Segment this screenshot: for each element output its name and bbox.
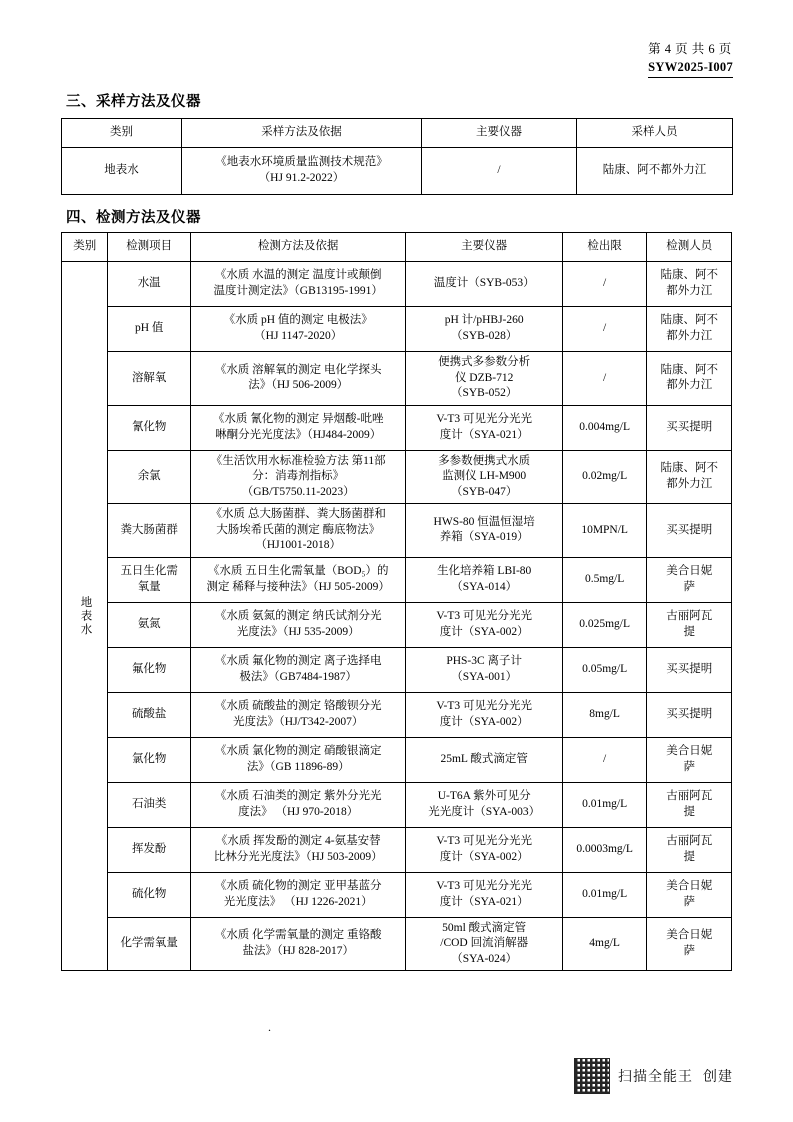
cell-method [190,782,406,827]
cell-method [190,647,406,692]
instrument-line2: 度计（SYA-002） [439,625,529,638]
cell-instrument [406,647,562,692]
staff-line1: 陆康、阿不 [660,462,718,475]
instrument-line1: 50ml 酸式滴定管 [442,921,527,934]
table-row [62,307,732,352]
staff-line2: 提 [683,625,695,638]
staff-line2: 萨 [683,580,695,593]
cell-method-line1: 《地表水环境质量监测技术规范》 [215,156,388,169]
cell-method [190,827,406,872]
method-line1: 《水质 化学需氧量的测定 重铬酸 [214,929,382,942]
method-line2: 极法》（GB7484-1987） [239,670,357,683]
cell-instrument [406,737,562,782]
staff-line1: 美合日妮 [666,565,713,578]
table-header-row [62,119,733,148]
cell-staff: 买买提明 [647,647,732,692]
cell-staff [647,602,732,647]
instrument-line2: （SYB-028） [450,330,518,342]
cell-item: 化学需氧量 [108,917,190,971]
cell-instrument [406,782,562,827]
col-method: 检测方法及依据 [190,233,406,262]
instrument-line1: V-T3 可见光分光光 [436,413,533,426]
section-sampling-title: 三、采样方法及仪器 [66,94,201,110]
method-line2: 盐法》（HJ 828-2017） [242,944,354,957]
method-line2: 光光度法》 （HJ 1226-2021） [223,895,373,908]
cell-staff [647,307,732,352]
col-category: 类别 [62,119,182,148]
cell-staff [647,450,732,504]
cell-item: pH 值 [108,307,190,352]
cell-instrument [406,602,562,647]
cell-method-line2: （HJ 91.2-2022） [258,172,345,184]
page-number: 第 4 页 共 6 页 [648,42,732,56]
table-row [62,405,732,450]
cell-instrument [406,450,562,504]
cell-staff [647,352,732,406]
instrument-line1: PHS-3C 离子计 [446,655,523,668]
col-staff: 采样人员 [577,119,733,148]
method-line2: 度法》 （HJ 970-2018） [238,805,359,818]
cell-staff: 买买提明 [647,405,732,450]
staff-line1: 古丽阿瓦 [666,835,713,848]
cell-limit: 10MPN/L [562,504,647,558]
method-line1: 《水质 五日生化需氧量（BOD₅）的 [207,565,389,578]
cell-method [182,148,422,195]
report-number: SYW2025-I007 [648,58,733,78]
instrument-line1: 多参数便携式水质 [438,454,531,467]
table-row [62,827,732,872]
cell-instrument [406,504,562,558]
cell-instrument [406,872,562,917]
scanner-watermark [574,1058,733,1094]
center-dot-mark: . [268,1020,271,1034]
cell-method [190,450,406,504]
method-line3: （HJ1001-2018） [255,539,341,552]
staff-line1: 美合日妮 [666,929,713,942]
cell-limit: 4mg/L [562,917,647,971]
cell-limit: 0.025mg/L [562,602,647,647]
cell-staff [647,872,732,917]
cell-limit: / [562,737,647,782]
table-row [62,692,732,737]
section-detection-title: 四、检测方法及仪器 [66,210,201,226]
table-row [62,647,732,692]
instrument-line1: V-T3 可见光分光光 [436,835,533,848]
cell-item: 氰化物 [108,405,190,450]
watermark-text-2: 创建 [703,1068,733,1084]
instrument-line2: 监测仪 LH-M900 [442,470,527,483]
table-row [62,872,732,917]
instrument-line2: 养箱（SYA-019） [439,531,529,544]
col-category: 类别 [62,233,108,262]
staff-line2: 提 [683,805,695,818]
method-line2: 分：消毒剂指标》 [252,470,345,483]
instrument-line2: （SYA-014） [451,580,518,593]
cell-method [190,602,406,647]
instrument-line1: pH 计/pHBJ-260 [444,314,524,327]
method-line1: 《水质 氯化物的测定 硝酸银滴定 [214,745,382,758]
col-instrument: 主要仪器 [406,233,562,262]
page-header [648,40,733,78]
cell-method [190,737,406,782]
method-line2: 光度法》（HJ 535-2009） [236,625,360,638]
cell-item: 氯化物 [108,737,190,782]
method-line2: 测定 稀释与接种法》（HJ 505-2009） [206,580,390,593]
method-line2: 啉酮分光光度法》（HJ484-2009） [215,428,382,441]
cell-limit: 0.02mg/L [562,450,647,504]
sampling-method-table [61,118,733,195]
staff-line1: 美合日妮 [666,745,713,758]
instrument-line1: V-T3 可见光分光光 [436,700,533,713]
cell-staff [647,782,732,827]
method-line1: 《水质 氨氮的测定 纳氏试剂分光 [214,610,382,623]
instrument-line1: 25mL 酸式滴定管 [440,752,528,765]
staff-line2: 萨 [683,895,695,908]
cell-instrument [406,692,562,737]
cell-item: 硫酸盐 [108,692,190,737]
table-row [62,450,732,504]
staff-line1: 陆康、阿不 [660,269,718,282]
col-staff: 检测人员 [647,233,732,262]
cell-instrument [406,352,562,406]
item-line2: 氧量 [137,580,161,593]
method-line2: 法》（HJ 506-2009） [248,379,349,392]
cell-instrument [406,827,562,872]
cell-method [190,504,406,558]
table-row [62,557,732,602]
instrument-line1: V-T3 可见光分光光 [436,880,533,893]
table-row [62,917,732,971]
instrument-line3: （SYB-052） [450,387,518,400]
method-line1: 《水质 石油类的测定 紫外分光光 [214,790,382,803]
method-line1: 《水质 氟化物的测定 离子选择电 [214,655,382,668]
cell-category [62,262,108,971]
staff-line1: 古丽阿瓦 [666,610,713,623]
cell-method [190,307,406,352]
method-line2: 光度法》（HJ/T342-2007） [233,715,364,728]
instrument-line3: （SYB-047） [450,485,518,498]
instrument-line1: 生化培养箱 LBI-80 [437,565,532,578]
cell-instrument [406,405,562,450]
cell-limit: / [562,352,647,406]
method-line2: （HJ 1147-2020） [254,330,343,342]
cell-item: 氟化物 [108,647,190,692]
instrument-line2: 光光度计（SYA-003） [428,805,541,818]
col-limit: 检出限 [562,233,647,262]
table-row [62,148,733,195]
table-row [62,782,732,827]
qr-code-icon [574,1058,610,1094]
cell-limit: 0.004mg/L [562,405,647,450]
method-line3: （GB/T5750.11-2023） [241,485,355,498]
method-line1: 《水质 挥发酚的测定 4-氨基安替 [215,835,381,848]
item-line1: 五日生化需 [120,565,178,578]
method-line1: 《水质 硫化物的测定 亚甲基蓝分 [214,880,382,893]
instrument-line2: 仪 DZB-712 [454,371,514,384]
cell-item: 粪大肠菌群 [108,504,190,558]
cell-staff: 买买提明 [647,692,732,737]
method-line1: 《生活饮用水标准检验方法 第11部 [210,454,386,467]
cell-limit: 0.5mg/L [562,557,647,602]
cell-method [190,557,406,602]
staff-line1: 陆康、阿不 [660,314,718,327]
table-row [62,737,732,782]
cell-item: 水温 [108,262,190,307]
cell-item: 溶解氧 [108,352,190,406]
instrument-line2: 度计（SYA-002） [439,715,529,728]
cell-staff [647,262,732,307]
instrument-line2: 度计（SYA-002） [439,850,529,863]
table-row [62,504,732,558]
method-line1: 《水质 pH 值的测定 电极法》 [223,314,373,327]
cell-item [108,557,190,602]
col-method: 采样方法及依据 [182,119,422,148]
cell-limit: / [562,262,647,307]
staff-line1: 美合日妮 [666,880,713,893]
table-row [62,352,732,406]
cell-instrument: / [422,148,577,195]
cell-staff: 陆康、阿不都外力江 [577,148,733,195]
cell-item: 硫化物 [108,872,190,917]
cell-staff [647,557,732,602]
cell-staff [647,737,732,782]
cell-method [190,405,406,450]
cell-limit: 0.05mg/L [562,647,647,692]
staff-line2: 都外力江 [666,477,713,490]
method-line1: 《水质 溶解氧的测定 电化学探头 [214,363,382,376]
instrument-line2: （SYA-001） [451,670,518,683]
instrument-line2: 度计（SYA-021） [439,428,529,441]
staff-line1: 古丽阿瓦 [666,790,713,803]
method-line2: 温度计测定法》（GB13195-1991） [213,285,383,297]
cell-staff: 买买提明 [647,504,732,558]
table-row [62,262,732,307]
cell-item: 氨氮 [108,602,190,647]
instrument-line1: U-T6A 紫外可见分 [437,790,531,803]
instrument-line2: /COD 回流消解器 [440,937,529,950]
instrument-line3: （SYA-024） [451,952,518,965]
method-line1: 《水质 硫酸盐的测定 铬酸钡分光 [214,700,382,713]
staff-line2: 萨 [683,760,695,773]
instrument-line1: HWS-80 恒温恒湿培 [433,515,535,528]
staff-line2: 都外力江 [666,285,713,297]
cell-method [190,692,406,737]
cell-limit: 0.01mg/L [562,872,647,917]
cell-limit: 8mg/L [562,692,647,737]
cell-instrument [406,557,562,602]
method-line1: 《水质 氰化物的测定 异烟酸-吡唑 [212,413,384,426]
cell-category-text: 地表水 [79,595,92,637]
cell-category: 地表水 [62,148,182,195]
staff-line2: 萨 [683,944,695,957]
watermark-label [618,1066,733,1086]
cell-method [190,917,406,971]
cell-staff [647,917,732,971]
method-line1: 《水质 总大肠菌群、粪大肠菌群和 [210,508,386,521]
cell-staff [647,827,732,872]
instrument-line1: V-T3 可见光分光光 [436,610,533,623]
cell-instrument [406,917,562,971]
cell-item: 石油类 [108,782,190,827]
staff-line2: 都外力江 [666,379,713,392]
detection-method-table [61,232,732,971]
col-item: 检测项目 [108,233,190,262]
table-header-row [62,233,732,262]
watermark-text-1: 扫描全能王 [618,1068,693,1084]
cell-item: 挥发酚 [108,827,190,872]
instrument-line1: 便携式多参数分析 [438,356,531,368]
staff-line2: 提 [683,850,695,863]
cell-instrument [406,307,562,352]
cell-method [190,352,406,406]
cell-instrument [406,262,562,307]
instrument-line2: 度计（SYA-021） [439,895,529,908]
cell-method [190,872,406,917]
cell-item: 余氯 [108,450,190,504]
staff-line1: 陆康、阿不 [660,363,718,376]
method-line2: 大肠埃希氏菌的测定 酶底物法》 [216,523,381,536]
method-line2: 比林分光光度法》（HJ 503-2009） [213,850,383,863]
method-line1: 《水质 水温的测定 温度计或颠倒 [214,269,382,282]
instrument-line1: 温度计（SYB-053） [433,277,535,290]
table-row [62,602,732,647]
staff-line2: 都外力江 [666,330,713,342]
cell-method [190,262,406,307]
cell-limit: / [562,307,647,352]
method-line2: 法》（GB 11896-89） [246,760,350,773]
cell-limit: 0.0003mg/L [562,827,647,872]
cell-limit: 0.01mg/L [562,782,647,827]
col-instrument: 主要仪器 [422,119,577,148]
